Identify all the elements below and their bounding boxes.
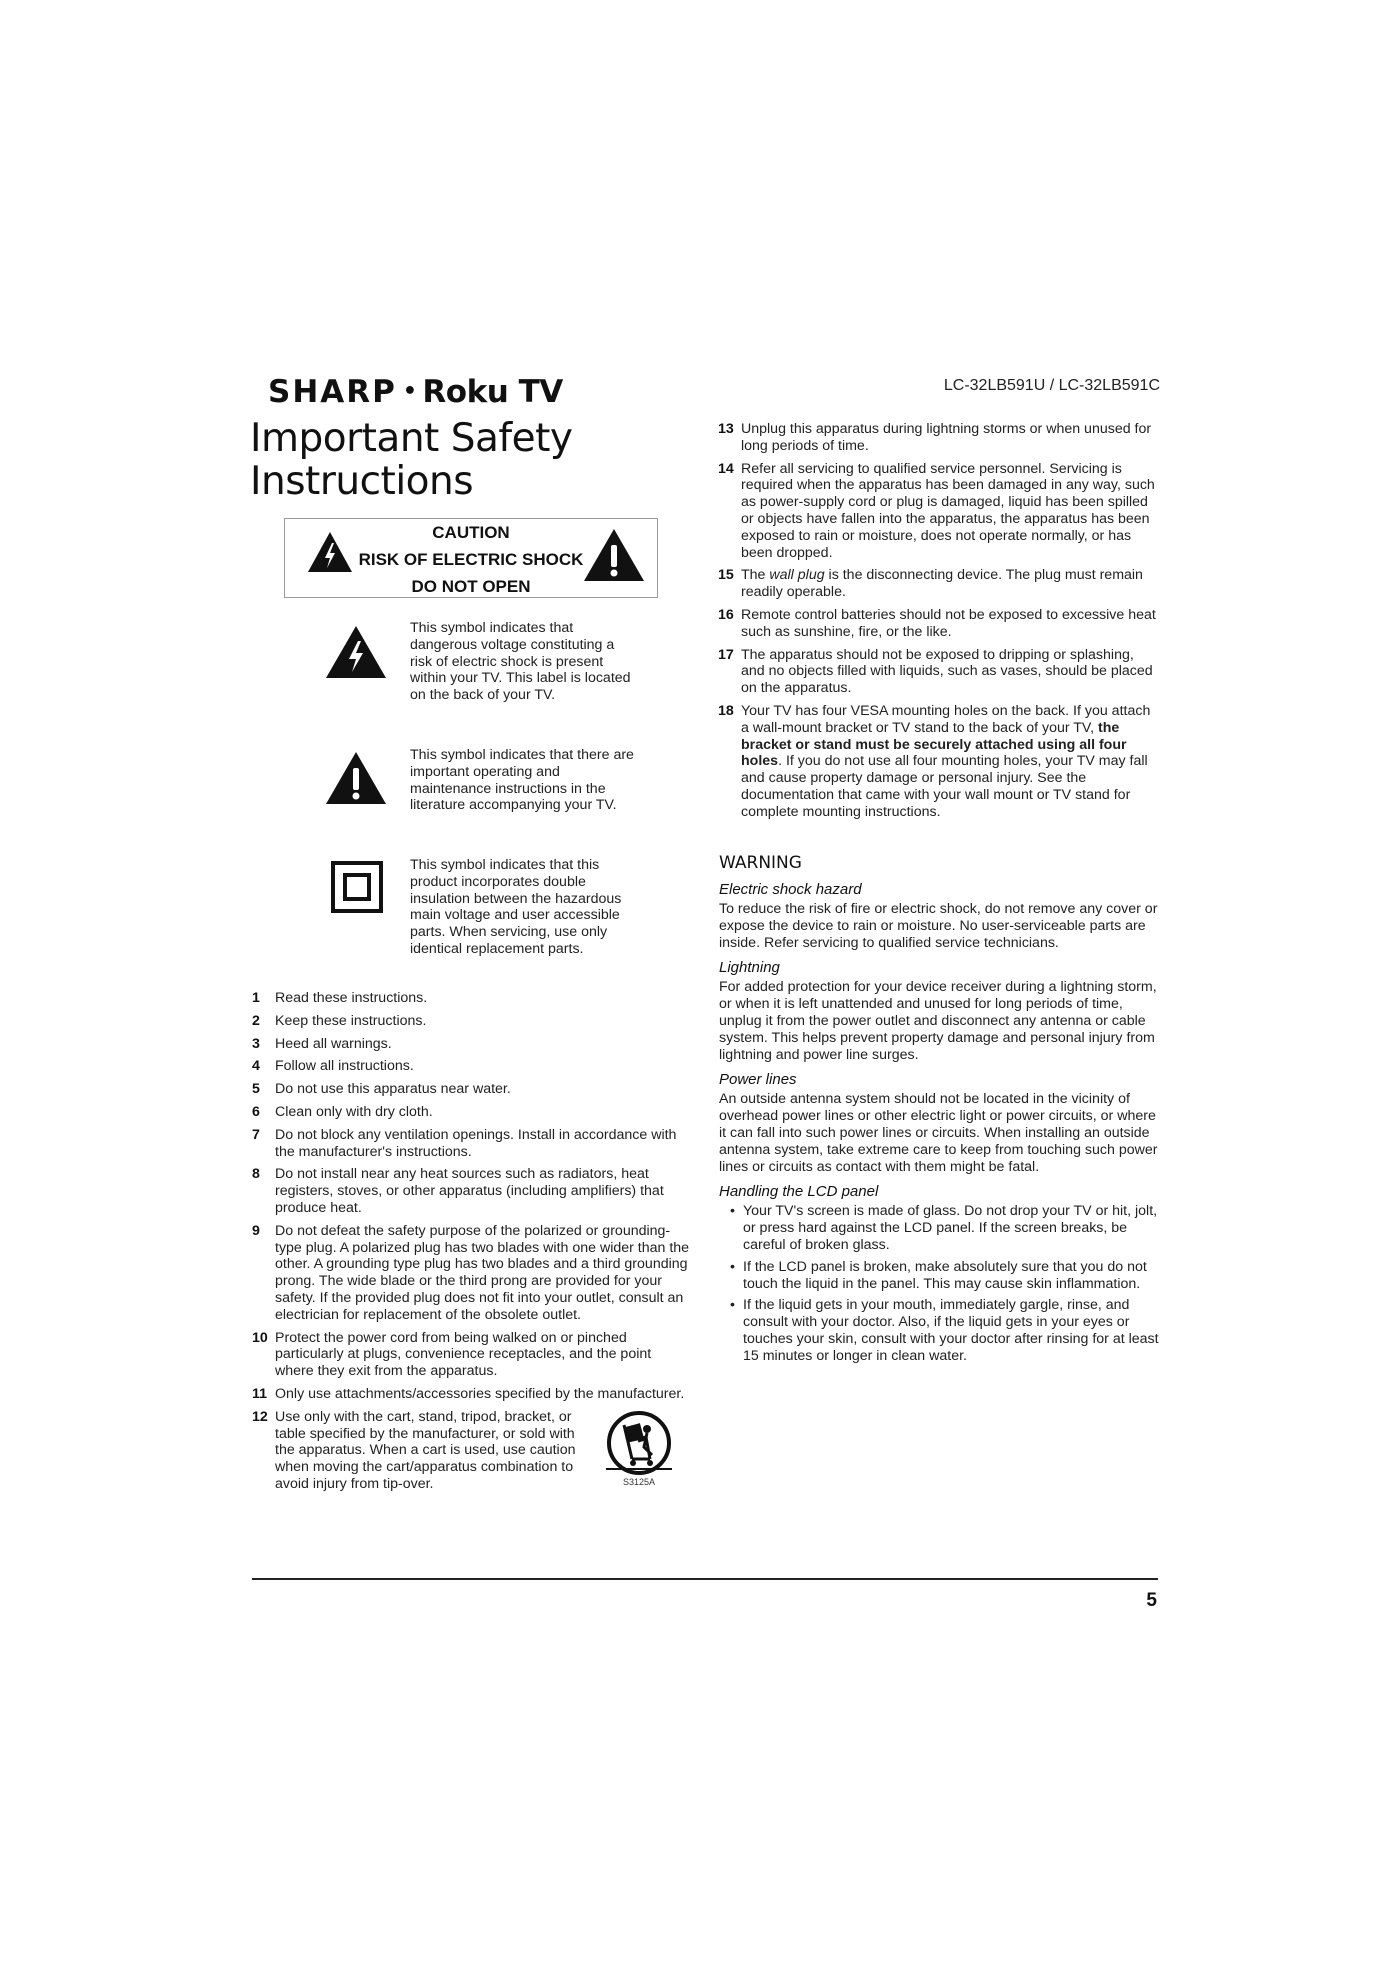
item-text: Your TV has four VESA mounting holes on the back. If you attach a wall-mount bracket or TV stand to the back of your TV, [741,702,1151,736]
item-text: Follow all instructions. [275,1058,414,1075]
item-text: Do not defeat the safety purpose of the polarized or grounding-type plug. A polarized plug has two blades with one wider than the other. A grounding type plug has two blades and a third grounding prong. The wide blade or the third prong are provided for your safety. If the provided plug does not fit into your outlet, consult an electrician for replacement of the obsolete outlet. [275,1222,690,1323]
item-number: 1 [252,990,260,1006]
caution-box [284,518,658,598]
instruction-list-right [718,421,1158,827]
subsection-title: Lightning [719,959,780,977]
warning-section [719,853,1164,1370]
item-text: The apparatus should not be exposed to dripping or splashing, and no objects filled with liquids, such as vases, should be placed on the apparatus. [741,646,1153,697]
list-item: • If the LCD panel is broken, make absolutely sure that you do not touch the liquid in the panel. This may cause skin inflammation. [719,1259,1164,1293]
list-item [252,1058,692,1075]
item-text: Heed all warnings. [275,1035,392,1052]
list-item [718,647,1158,697]
subsection-text: For added protection for your device receiver during a lightning storm, or when it is left unattended and unused for long periods of time, unplug it from the power outlet and disconnect any antenna or cable system. This helps prevent property damage and personal injury from lightning and power line surges. [719,979,1157,1063]
list-item [718,607,1158,641]
warning-heading: WARNING [719,853,802,873]
list-item [252,990,692,1007]
item-text: Remote control batteries should not be exposed to excessive heat such as sunshine, fire, or the like. [741,606,1156,640]
double-insulation-icon [331,861,383,913]
item-number: 4 [252,1058,260,1075]
subsection-title: Handling the LCD panel [719,1183,879,1201]
footer-divider [252,1578,1158,1580]
list-item: • Your TV's screen is made of glass. Do not drop your TV or hit, jolt, or press hard against the LCD panel. If the screen breaks, be careful of broken glass. [719,1203,1164,1253]
item-number: 2 [252,1012,260,1029]
subsection-title: Power lines [719,1071,797,1089]
page-title: Important Safety Instructions [250,416,573,504]
item-number: 10 [252,1329,268,1346]
item-number: 15 [718,567,734,584]
symbol-description: This symbol indicates that there are important operating and maintenance instructions in the literature accompanying your TV. [410,747,634,814]
cart-warning-figure [602,1411,676,1491]
lcd-bullet-list [719,1203,1164,1364]
list-item [252,1104,692,1121]
list-item: • If the liquid gets in your mouth, immediately gargle, rinse, and consult with your doctor. Also, if the liquid gets in your eyes or touches your skin, consult with your doctor after rinsing for at least 15 minutes or longer in clean water. [719,1297,1164,1364]
item-text: Only use attachments/accessories specified by the manufacturer. [275,1385,685,1402]
item-number: 5 [252,1081,260,1098]
list-item [718,567,1158,601]
subsection-title: Electric shock hazard [719,881,862,898]
item-text: Do not install near any heat sources such as radiators, heat registers, stoves, or other apparatus (including amplifiers) that produce heat. [275,1166,664,1216]
list-item [718,461,1158,562]
brand-roku-tv: Roku TV [422,374,563,410]
item-text: Protect the power cord from being walked on or pinched particularly at plugs, convenience receptacles, and the point where they exit from the apparatus. [275,1329,652,1380]
subsection-text: To reduce the risk of fire or electric shock, do not remove any cover or expose the device to rain or moisture. No user-serviceable parts are inside. Refer servicing to qualified service technicians. [719,901,1158,951]
item-text: . If you do not use all four mounting holes, your TV may fall and cause property damage or personal injury. See the documentation that came with your wall mount or TV stand for complete mounting instructions. [741,753,1148,820]
list-item [252,1166,692,1216]
list-item [718,703,1158,821]
item-text: Do not use this apparatus near water. [275,1081,511,1098]
brand-logo [268,374,563,410]
page-number: 5 [1146,1590,1157,1611]
list-item [252,1386,692,1403]
list-item [718,421,1158,455]
list-item [252,1013,692,1030]
list-item [252,1409,692,1493]
caution-line-3: DO NOT OPEN [411,577,531,596]
item-number: 6 [252,1103,260,1120]
caution-line-1: CAUTION [432,523,510,542]
list-item [252,1036,692,1053]
item-text: Do not block any ventilation openings. Install in accordance with the manufacturer's instructions. [275,1126,677,1160]
item-text: The [741,567,770,584]
item-number: 17 [718,646,734,663]
list-item [252,1223,692,1324]
item-number: 13 [718,421,734,437]
item-text-bold: the bracket or stand must be securely attached using all four holes [741,719,1127,770]
caution-line-2: RISK OF ELECTRIC SHOCK [358,550,584,569]
figure-caption: S3125A [622,1476,656,1487]
item-text: Refer all servicing to qualified service personnel. Servicing is required when the apparatus has been damaged in any way, such as power-supply cord or plug is damaged, liquid has been spilled or objects have fallen into the apparatus, the apparatus has been exposed to rain or moisture, does not operate normally, or has been dropped. [741,460,1155,561]
item-text: Unplug this apparatus during lightning storms or when unused for long periods of time. [741,421,1152,454]
item-number: 8 [252,1166,260,1183]
lightning-triangle-icon [325,625,387,679]
symbol-description: This symbol indicates that dangerous voltage constituting a risk of electric shock is present within your TV. This label is located on the back of your TV. [410,620,631,704]
item-number: 14 [718,460,734,477]
brand-separator: • [402,379,417,404]
exclamation-triangle-icon [325,751,387,805]
item-text-italic: wall plug [769,567,825,584]
list-item [252,1081,692,1098]
item-text: Clean only with dry cloth. [275,1103,433,1120]
item-text: Keep these instructions. [275,1012,427,1029]
item-number: 18 [718,702,734,719]
caution-text [345,519,597,600]
symbol-description: This symbol indicates that this product incorporates double insulation between the hazardous main voltage and user accessible parts. When servicing, use only identical replacement parts. [410,857,622,957]
instruction-list-left [252,990,692,1499]
list-item [252,1330,692,1380]
item-number: 12 [252,1408,268,1425]
list-item [252,1127,692,1161]
model-number: LC-32LB591U / LC-32LB591C [943,377,1160,394]
brand-sharp: SHARP [268,374,397,410]
item-number: 11 [252,1385,267,1402]
item-number: 3 [252,1035,260,1052]
item-text: is the disconnecting device. The plug must remain readily operable. [741,567,1143,601]
cart-tipover-icon [602,1411,676,1475]
item-text: Read these instructions. [275,990,428,1006]
subsection-text: An outside antenna system should not be located in the vicinity of overhead power lines or other electric light or power circuits, or where it can fall into such power lines or circuits. When installing an outside antenna system, take extreme care to keep from touching such power lines or circuits as contact with them might be fatal. [719,1091,1158,1175]
exclamation-triangle-icon [583,528,645,582]
item-number: 9 [252,1222,260,1239]
item-number: 16 [718,606,734,623]
item-text: Use only with the cart, stand, tripod, bracket, or table specified by the manufacturer, or sold with the apparatus. When a cart is used, use caution when moving the cart/apparatus combination to avoid injury from tip-over. [275,1408,576,1492]
item-number: 7 [252,1126,260,1143]
